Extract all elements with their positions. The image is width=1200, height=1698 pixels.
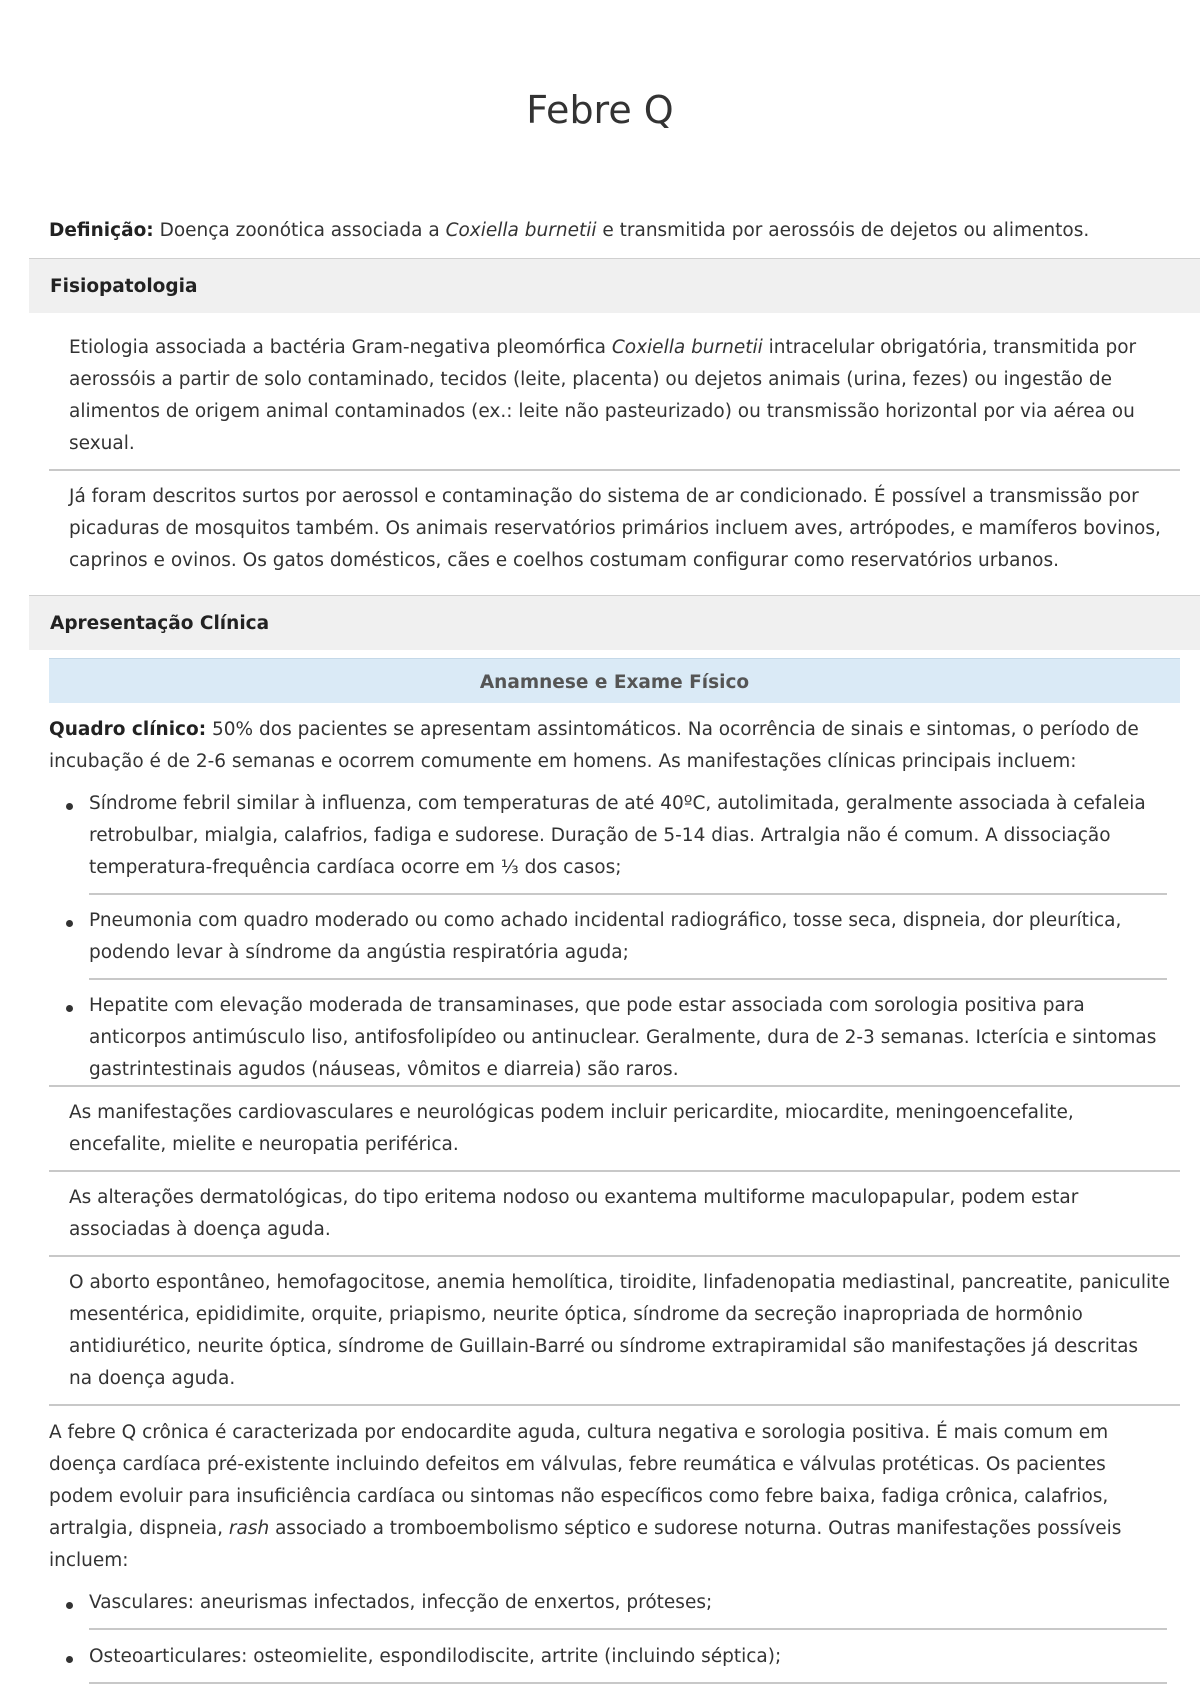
page-title: Febre Q bbox=[526, 88, 674, 132]
definition-label: Definição: bbox=[49, 220, 154, 241]
divider bbox=[89, 1628, 1167, 1630]
definition-text: Definição: Doença zoonótica associada a Coxiella burnetii e transmitida por aerossóis de dejetos ou alimentos. bbox=[49, 220, 1090, 241]
section-header-apresentacao-clinica[interactable]: Apresentação Clínica bbox=[29, 595, 1200, 650]
bullet-icon bbox=[66, 1656, 73, 1663]
bullet-icon bbox=[66, 1602, 73, 1609]
section-header-fisiopatologia[interactable]: Fisiopatologia bbox=[29, 258, 1200, 313]
organism-name: Coxiella burnetii bbox=[445, 220, 597, 241]
subheader-anamnese: Anamnese e Exame Físico bbox=[49, 658, 1180, 703]
divider bbox=[49, 1404, 1180, 1406]
bullet-icon bbox=[66, 803, 73, 810]
bullet-icon bbox=[66, 1005, 73, 1012]
divider bbox=[49, 469, 1180, 471]
divider bbox=[49, 1170, 1180, 1172]
divider bbox=[49, 1085, 1180, 1087]
bullet-icon bbox=[66, 920, 73, 927]
divider bbox=[89, 893, 1167, 895]
divider bbox=[89, 1682, 1167, 1684]
quadro-clinico-label: Quadro clínico: bbox=[49, 719, 207, 740]
divider bbox=[89, 978, 1167, 980]
divider bbox=[49, 1255, 1180, 1257]
